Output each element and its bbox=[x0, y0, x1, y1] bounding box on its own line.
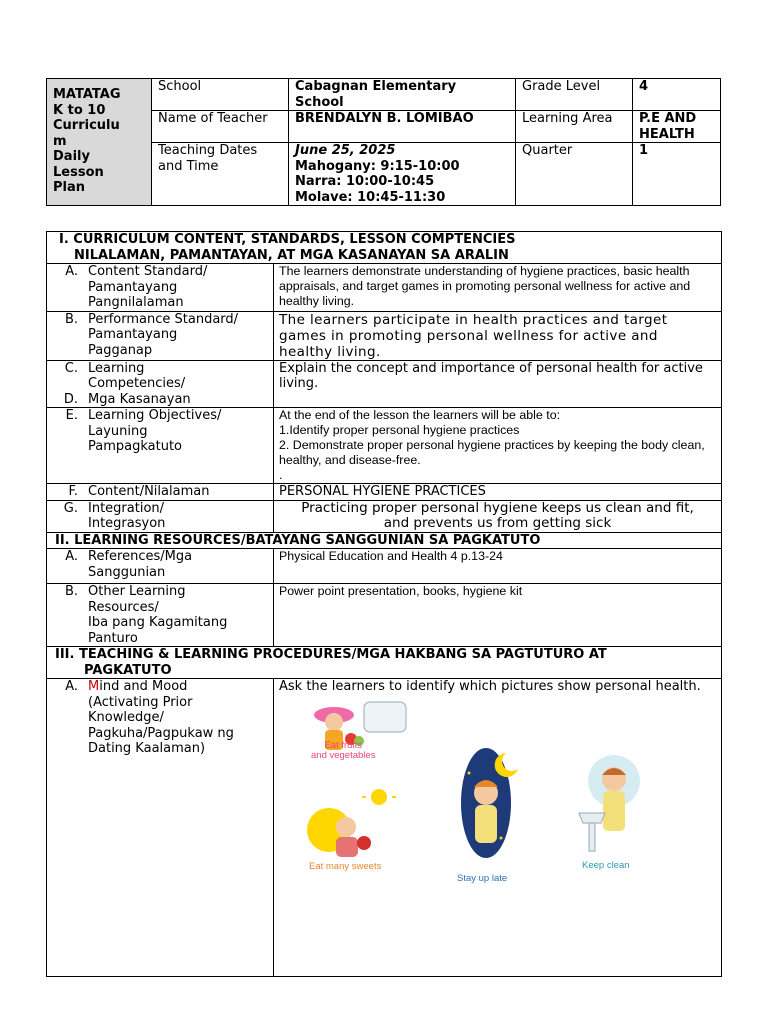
item-letter: A. bbox=[65, 264, 78, 279]
curriculum-line: Plan bbox=[53, 180, 86, 195]
area-value bbox=[633, 111, 721, 143]
activity-instruction: Ask the learners to identify which pictures show personal health. bbox=[279, 679, 701, 694]
integration-line: Practicing proper personal hygiene keeps us clean and fit, bbox=[301, 499, 694, 516]
objective-line: At the end of the lesson the learners will be able to: bbox=[279, 408, 561, 422]
label-line: Content/Nilalaman bbox=[88, 484, 210, 499]
date-value: June 25, 2025 bbox=[295, 143, 396, 158]
section2-header: II. LEARNING RESOURCES/BATAYANG SANGGUNIAN SA PAGKATUTO bbox=[47, 532, 722, 549]
integration-line: and prevents us from getting sick bbox=[383, 515, 612, 531]
lesson-header-table bbox=[46, 78, 721, 206]
content-standard-label bbox=[47, 264, 274, 312]
label-line: Learning Objectives/ bbox=[88, 408, 222, 423]
area-value-line: P.E AND bbox=[639, 111, 697, 126]
caption-eat-sweets: Eat many sweets bbox=[309, 860, 382, 872]
label-line: Pampagkatuto bbox=[88, 439, 183, 454]
item-letter: G. bbox=[63, 500, 78, 516]
label-line: Pamantayang bbox=[88, 279, 178, 295]
label-line: Pagkuha/Pagpukaw ng bbox=[88, 725, 234, 741]
curriculum-line: MATATAG bbox=[53, 87, 121, 102]
label-line: Resources/ bbox=[88, 599, 159, 615]
label-line: (Activating Prior bbox=[88, 694, 193, 710]
hygiene-pictures bbox=[279, 695, 716, 965]
item-letter: A. bbox=[65, 679, 78, 694]
objective-line: 1.Identify proper personal hygiene practices bbox=[279, 423, 520, 437]
section3-subtitle: PAGKATUTO bbox=[84, 662, 172, 678]
other-resources-value: Power point presentation, books, hygiene kit bbox=[274, 584, 722, 647]
curriculum-line: K to 10 bbox=[53, 102, 106, 118]
curriculum-label-cell bbox=[47, 79, 152, 206]
grade-label: Grade Level bbox=[516, 79, 633, 111]
label-line: Mga Kasanayan bbox=[88, 391, 191, 407]
item-letter: B. bbox=[64, 311, 78, 327]
item-letter: A. bbox=[65, 549, 78, 564]
curriculum-line: Curriculu bbox=[53, 118, 120, 133]
grade-value: 4 bbox=[633, 79, 721, 111]
label-line: Pamantayang bbox=[88, 327, 178, 342]
caption-eat-fruits: Eat fruits and vegetables bbox=[311, 739, 376, 761]
label-line: Performance Standard/ bbox=[88, 311, 239, 327]
item-letter: B. bbox=[64, 584, 78, 599]
school-value-line: School bbox=[295, 94, 344, 110]
area-value-line: HEALTH bbox=[639, 126, 695, 142]
item-letter: E. bbox=[65, 408, 78, 423]
label-line: ind and Mood bbox=[99, 679, 188, 694]
dates-value bbox=[289, 143, 516, 206]
content-standard-value: The learners demonstrate understanding of hygiene practices, basic health appraisals, and target games in promoting personal wellness for active and healthy living. bbox=[274, 264, 722, 312]
school-label: School bbox=[152, 79, 289, 111]
curriculum-line: m bbox=[53, 133, 67, 149]
integration-label bbox=[47, 500, 274, 532]
teacher-label: Name of Teacher bbox=[152, 111, 289, 143]
caption-keep-clean: Keep clean bbox=[582, 859, 630, 871]
label-line: Learning bbox=[88, 360, 145, 376]
objective-line: 2. Demonstrate proper personal hygiene practices by keeping the body clean, healthy, and disease-free. bbox=[279, 438, 705, 467]
objectives-value bbox=[274, 408, 722, 484]
objective-line: . bbox=[279, 468, 283, 482]
content-value: PERSONAL HYGIENE PRACTICES bbox=[274, 484, 722, 501]
school-value-line: Cabagnan Elementary bbox=[295, 79, 457, 94]
dates-label-line: Teaching Dates bbox=[158, 143, 258, 158]
curriculum-line: Daily bbox=[53, 149, 90, 164]
highlighted-initial: M bbox=[88, 679, 100, 694]
competencies-value: Explain the concept and importance of personal health for active living. bbox=[274, 360, 722, 408]
label-line: Integrasyon bbox=[88, 516, 166, 531]
competencies-label bbox=[47, 360, 274, 408]
label-line: Competencies/ bbox=[88, 376, 186, 391]
dates-label-line: and Time bbox=[158, 158, 219, 174]
section3-title: III. TEACHING & LEARNING PROCEDURES/MGA HAKBANG SA PAGTUTURO AT bbox=[55, 647, 607, 662]
label-line: Pagganap bbox=[88, 342, 153, 358]
section1-header bbox=[47, 232, 722, 264]
lesson-body-table bbox=[46, 231, 722, 977]
performance-standard-label bbox=[47, 311, 274, 360]
integration-value bbox=[274, 500, 722, 532]
section1-title: I. CURRICULUM CONTENT, STANDARDS, LESSON COMPTENCIES bbox=[59, 232, 516, 247]
label-line: Iba pang Kagamitang bbox=[88, 615, 228, 630]
mind-and-mood-label bbox=[47, 679, 274, 977]
label-line: Layuning bbox=[88, 423, 148, 439]
label-line: Other Learning bbox=[88, 584, 186, 599]
area-label: Learning Area bbox=[516, 111, 633, 143]
label-line: Integration/ bbox=[88, 500, 165, 516]
performance-standard-value: The learners participate in health practices and target games in promoting personal wellness for active and healthy living. bbox=[274, 311, 722, 360]
curriculum-line: Lesson bbox=[53, 164, 104, 180]
teacher-value: BRENDALYN B. LOMIBAO bbox=[289, 111, 516, 143]
section3-header bbox=[47, 647, 722, 679]
item-letter: D. bbox=[63, 391, 78, 407]
time-slot: Narra: 10:00-10:45 bbox=[295, 174, 435, 189]
objectives-label bbox=[47, 408, 274, 484]
label-line: Dating Kaalaman) bbox=[88, 741, 206, 756]
other-resources-label bbox=[47, 584, 274, 647]
label-line: Knowledge/ bbox=[88, 710, 164, 725]
label-line: Pangnilalaman bbox=[88, 295, 184, 310]
mind-and-mood-value bbox=[274, 679, 722, 977]
item-letter: C. bbox=[64, 360, 78, 376]
references-value: Physical Education and Health 4 p.13-24 bbox=[274, 549, 722, 584]
caption-stay-up-late: Stay up late bbox=[457, 872, 508, 884]
dates-label bbox=[152, 143, 289, 206]
time-slot: Mahogany: 9:15-10:00 bbox=[295, 158, 460, 174]
school-value bbox=[289, 79, 516, 111]
label-line: References/Mga bbox=[88, 549, 193, 564]
keep-clean-picture bbox=[574, 753, 649, 858]
quarter-label: Quarter bbox=[516, 143, 633, 206]
time-slot: Molave: 10:45-11:30 bbox=[295, 189, 446, 205]
item-letter: F. bbox=[68, 484, 78, 499]
stay-up-late-picture bbox=[451, 743, 531, 868]
label-line: Sanggunian bbox=[88, 564, 166, 580]
label-line: Content Standard/ bbox=[88, 264, 208, 279]
label-line: Panturo bbox=[88, 630, 138, 646]
references-label bbox=[47, 549, 274, 584]
quarter-value: 1 bbox=[633, 143, 721, 206]
eat-sweets-picture bbox=[304, 785, 414, 865]
section1-subtitle: NILALAMAN, PAMANTAYAN, AT MGA KASANAYAN SA ARALIN bbox=[74, 247, 509, 263]
content-label bbox=[47, 484, 274, 501]
